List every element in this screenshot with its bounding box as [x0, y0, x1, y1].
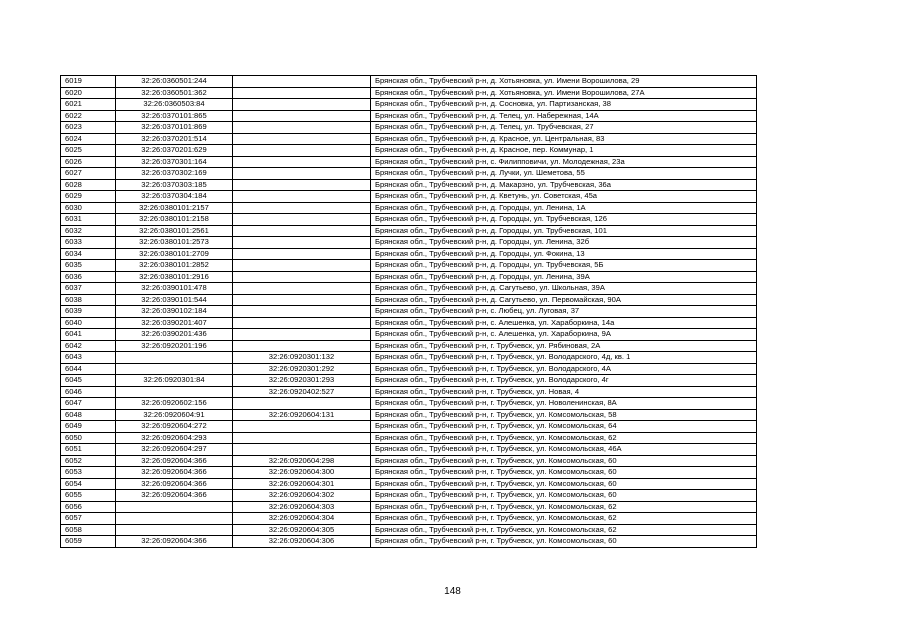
row-number-cell: 6058: [61, 524, 116, 536]
row-number-cell: 6020: [61, 87, 116, 99]
row-number-cell: 6055: [61, 490, 116, 502]
row-number-cell: 6022: [61, 110, 116, 122]
address-cell: Брянская обл., Трубчевский р-н, д. Красное, пер. Коммунар, 1: [371, 145, 757, 157]
row-number-cell: 6028: [61, 179, 116, 191]
address-cell: Брянская обл., Трубчевский р-н, д. Телец, ул. Трубчевская, 27: [371, 122, 757, 134]
row-number-cell: 6021: [61, 99, 116, 111]
land-cadastral-number-cell: 32:26:0920301:84: [116, 375, 233, 387]
building-cadastral-number-cell: [233, 444, 371, 456]
land-cadastral-number-cell: [116, 501, 233, 513]
address-cell: Брянская обл., Трубчевский р-н, г. Трубчевск, ул. Комсомольская, 60: [371, 536, 757, 548]
registry-table-body: [61, 76, 757, 548]
land-cadastral-number-cell: 32:26:0920201:196: [116, 340, 233, 352]
land-cadastral-number-cell: 32:26:0920604:366: [116, 536, 233, 548]
row-number-cell: 6051: [61, 444, 116, 456]
address-cell: Брянская обл., Трубчевский р-н, д. Сагутьево, ул. Школьная, 39А: [371, 283, 757, 295]
building-cadastral-number-cell: 32:26:0920604:302: [233, 490, 371, 502]
building-cadastral-number-cell: 32:26:0920604:305: [233, 524, 371, 536]
table-row: [61, 478, 757, 490]
building-cadastral-number-cell: [233, 179, 371, 191]
building-cadastral-number-cell: 32:26:0920301:293: [233, 375, 371, 387]
land-cadastral-number-cell: 32:26:0370302:169: [116, 168, 233, 180]
building-cadastral-number-cell: [233, 133, 371, 145]
row-number-cell: 6034: [61, 248, 116, 260]
land-cadastral-number-cell: 32:26:0390201:407: [116, 317, 233, 329]
table-row: [61, 340, 757, 352]
table-row: [61, 202, 757, 214]
row-number-cell: 6029: [61, 191, 116, 203]
registry-table: [60, 75, 757, 548]
land-cadastral-number-cell: 32:26:0920604:366: [116, 490, 233, 502]
building-cadastral-number-cell: [233, 237, 371, 249]
address-cell: Брянская обл., Трубчевский р-н, д. Городцы, ул. Трубчевская, 101: [371, 225, 757, 237]
row-number-cell: 6054: [61, 478, 116, 490]
address-cell: Брянская обл., Трубчевский р-н, г. Трубчевск, ул. Рябиновая, 2А: [371, 340, 757, 352]
row-number-cell: 6038: [61, 294, 116, 306]
table-row: [61, 421, 757, 433]
table-row: [61, 444, 757, 456]
land-cadastral-number-cell: 32:26:0380101:2158: [116, 214, 233, 226]
land-cadastral-number-cell: 32:26:0380101:2852: [116, 260, 233, 272]
address-cell: Брянская обл., Трубчевский р-н, г. Трубчевск, ул. Комсомольская, 62: [371, 501, 757, 513]
land-cadastral-number-cell: 32:26:0360501:244: [116, 76, 233, 88]
building-cadastral-number-cell: 32:26:0920604:300: [233, 467, 371, 479]
building-cadastral-number-cell: [233, 99, 371, 111]
address-cell: Брянская обл., Трубчевский р-н, г. Трубчевск, ул. Комсомольская, 46А: [371, 444, 757, 456]
table-row: [61, 110, 757, 122]
table-row: [61, 99, 757, 111]
row-number-cell: 6042: [61, 340, 116, 352]
row-number-cell: 6059: [61, 536, 116, 548]
building-cadastral-number-cell: [233, 260, 371, 272]
address-cell: Брянская обл., Трубчевский р-н, д. Городцы, ул. Трубчевская, 126: [371, 214, 757, 226]
land-cadastral-number-cell: 32:26:0390201:436: [116, 329, 233, 341]
row-number-cell: 6031: [61, 214, 116, 226]
building-cadastral-number-cell: [233, 340, 371, 352]
building-cadastral-number-cell: [233, 122, 371, 134]
address-cell: Брянская обл., Трубчевский р-н, д. Городцы, ул. Ленина, 1А: [371, 202, 757, 214]
building-cadastral-number-cell: 32:26:0920604:304: [233, 513, 371, 525]
address-cell: Брянская обл., Трубчевский р-н, г. Трубчевск, ул. Комсомольская, 62: [371, 513, 757, 525]
land-cadastral-number-cell: 32:26:0370101:865: [116, 110, 233, 122]
building-cadastral-number-cell: [233, 294, 371, 306]
row-number-cell: 6039: [61, 306, 116, 318]
table-row: [61, 145, 757, 157]
address-cell: Брянская обл., Трубчевский р-н, д. Сагутьево, ул. Первомайская, 90А: [371, 294, 757, 306]
land-cadastral-number-cell: 32:26:0370201:629: [116, 145, 233, 157]
row-number-cell: 6030: [61, 202, 116, 214]
building-cadastral-number-cell: [233, 110, 371, 122]
table-row: [61, 375, 757, 387]
building-cadastral-number-cell: 32:26:0920301:292: [233, 363, 371, 375]
address-cell: Брянская обл., Трубчевский р-н, д. Красное, ул. Центральная, 83: [371, 133, 757, 145]
building-cadastral-number-cell: [233, 87, 371, 99]
land-cadastral-number-cell: 32:26:0920604:91: [116, 409, 233, 421]
land-cadastral-number-cell: 32:26:0920604:366: [116, 467, 233, 479]
land-cadastral-number-cell: 32:26:0390101:478: [116, 283, 233, 295]
building-cadastral-number-cell: [233, 421, 371, 433]
table-row: [61, 237, 757, 249]
building-cadastral-number-cell: [233, 271, 371, 283]
building-cadastral-number-cell: 32:26:0920604:306: [233, 536, 371, 548]
address-cell: Брянская обл., Трубчевский р-н, д. Макарзно, ул. Трубчевская, 36а: [371, 179, 757, 191]
table-row: [61, 501, 757, 513]
building-cadastral-number-cell: [233, 168, 371, 180]
address-cell: Брянская обл., Трубчевский р-н, д. Городцы, ул. Ленина, 39А: [371, 271, 757, 283]
building-cadastral-number-cell: [233, 202, 371, 214]
land-cadastral-number-cell: 32:26:0370101:869: [116, 122, 233, 134]
table-row: [61, 294, 757, 306]
land-cadastral-number-cell: 32:26:0380101:2916: [116, 271, 233, 283]
building-cadastral-number-cell: [233, 145, 371, 157]
land-cadastral-number-cell: 32:26:0920604:366: [116, 455, 233, 467]
row-number-cell: 6052: [61, 455, 116, 467]
building-cadastral-number-cell: [233, 76, 371, 88]
building-cadastral-number-cell: [233, 248, 371, 260]
building-cadastral-number-cell: [233, 432, 371, 444]
table-row: [61, 386, 757, 398]
table-row: [61, 409, 757, 421]
address-cell: Брянская обл., Трубчевский р-н, д. Лучки, ул. Шеметова, 55: [371, 168, 757, 180]
address-cell: Брянская обл., Трубчевский р-н, г. Трубчевск, ул. Комсомольская, 62: [371, 432, 757, 444]
land-cadastral-number-cell: 32:26:0360503:84: [116, 99, 233, 111]
address-cell: Брянская обл., Трубчевский р-н, д. Городцы, ул. Ленина, 32б: [371, 237, 757, 249]
land-cadastral-number-cell: 32:26:0370304:184: [116, 191, 233, 203]
row-number-cell: 6047: [61, 398, 116, 410]
building-cadastral-number-cell: 32:26:0920402:527: [233, 386, 371, 398]
row-number-cell: 6048: [61, 409, 116, 421]
land-cadastral-number-cell: [116, 352, 233, 364]
table-row: [61, 133, 757, 145]
table-row: [61, 260, 757, 272]
address-cell: Брянская обл., Трубчевский р-н, д. Сосновка, ул. Партизанская, 38: [371, 99, 757, 111]
table-row: [61, 329, 757, 341]
address-cell: Брянская обл., Трубчевский р-н, с. Филипповичи, ул. Молодежная, 23а: [371, 156, 757, 168]
address-cell: Брянская обл., Трубчевский р-н, г. Трубчевск, ул. Комсомольская, 58: [371, 409, 757, 421]
row-number-cell: 6049: [61, 421, 116, 433]
table-row: [61, 490, 757, 502]
table-row: [61, 225, 757, 237]
address-cell: Брянская обл., Трубчевский р-н, г. Трубчевск, ул. Комсомольская, 64: [371, 421, 757, 433]
address-cell: Брянская обл., Трубчевский р-н, г. Трубчевск, ул. Володарского, 4г: [371, 375, 757, 387]
land-cadastral-number-cell: 32:26:0370201:514: [116, 133, 233, 145]
row-number-cell: 6044: [61, 363, 116, 375]
land-cadastral-number-cell: 32:26:0380101:2573: [116, 237, 233, 249]
table-row: [61, 168, 757, 180]
land-cadastral-number-cell: [116, 513, 233, 525]
row-number-cell: 6024: [61, 133, 116, 145]
table-row: [61, 87, 757, 99]
table-row: [61, 317, 757, 329]
land-cadastral-number-cell: 32:26:0360501:362: [116, 87, 233, 99]
address-cell: Брянская обл., Трубчевский р-н, г. Трубчевск, ул. Комсомольская, 60: [371, 478, 757, 490]
table-row: [61, 248, 757, 260]
address-cell: Брянская обл., Трубчевский р-н, г. Трубчевск, ул. Комсомольская, 60: [371, 490, 757, 502]
address-cell: Брянская обл., Трубчевский р-н, г. Трубчевск, ул. Володарского, 4д, кв. 1: [371, 352, 757, 364]
building-cadastral-number-cell: [233, 306, 371, 318]
building-cadastral-number-cell: [233, 225, 371, 237]
row-number-cell: 6019: [61, 76, 116, 88]
building-cadastral-number-cell: [233, 329, 371, 341]
building-cadastral-number-cell: [233, 156, 371, 168]
row-number-cell: 6043: [61, 352, 116, 364]
row-number-cell: 6026: [61, 156, 116, 168]
building-cadastral-number-cell: [233, 283, 371, 295]
row-number-cell: 6040: [61, 317, 116, 329]
address-cell: Брянская обл., Трубчевский р-н, г. Трубчевск, ул. Комсомольская, 60: [371, 467, 757, 479]
land-cadastral-number-cell: 32:26:0380101:2157: [116, 202, 233, 214]
table-row: [61, 179, 757, 191]
row-number-cell: 6027: [61, 168, 116, 180]
address-cell: Брянская обл., Трубчевский р-н, г. Трубчевск, ул. Новоленинская, 8А: [371, 398, 757, 410]
table-row: [61, 524, 757, 536]
table-row: [61, 156, 757, 168]
land-cadastral-number-cell: [116, 524, 233, 536]
address-cell: Брянская обл., Трубчевский р-н, д. Хотьяновка, ул. Имени Ворошилова, 27А: [371, 87, 757, 99]
row-number-cell: 6033: [61, 237, 116, 249]
land-cadastral-number-cell: 32:26:0920604:293: [116, 432, 233, 444]
building-cadastral-number-cell: 32:26:0920604:303: [233, 501, 371, 513]
table-row: [61, 455, 757, 467]
row-number-cell: 6023: [61, 122, 116, 134]
building-cadastral-number-cell: [233, 317, 371, 329]
address-cell: Брянская обл., Трубчевский р-н, г. Трубчевск, ул. Комсомольская, 62: [371, 524, 757, 536]
table-row: [61, 398, 757, 410]
row-number-cell: 6032: [61, 225, 116, 237]
row-number-cell: 6057: [61, 513, 116, 525]
row-number-cell: 6037: [61, 283, 116, 295]
row-number-cell: 6046: [61, 386, 116, 398]
table-row: [61, 191, 757, 203]
building-cadastral-number-cell: [233, 398, 371, 410]
land-cadastral-number-cell: 32:26:0370303:185: [116, 179, 233, 191]
address-cell: Брянская обл., Трубчевский р-н, д. Городцы, ул. Трубчевская, 5Б: [371, 260, 757, 272]
row-number-cell: 6036: [61, 271, 116, 283]
land-cadastral-number-cell: 32:26:0920604:366: [116, 478, 233, 490]
land-cadastral-number-cell: 32:26:0920604:297: [116, 444, 233, 456]
table-row: [61, 283, 757, 295]
land-cadastral-number-cell: 32:26:0390102:184: [116, 306, 233, 318]
land-cadastral-number-cell: 32:26:0380101:2561: [116, 225, 233, 237]
land-cadastral-number-cell: 32:26:0920604:272: [116, 421, 233, 433]
land-cadastral-number-cell: 32:26:0380101:2709: [116, 248, 233, 260]
page-number: 148: [444, 586, 461, 597]
land-cadastral-number-cell: 32:26:0370301:164: [116, 156, 233, 168]
land-cadastral-number-cell: 32:26:0390101:544: [116, 294, 233, 306]
table-row: [61, 352, 757, 364]
table-row: [61, 271, 757, 283]
address-cell: Брянская обл., Трубчевский р-н, г. Трубчевск, ул. Комсомольская, 60: [371, 455, 757, 467]
table-row: [61, 122, 757, 134]
building-cadastral-number-cell: 32:26:0920604:301: [233, 478, 371, 490]
building-cadastral-number-cell: [233, 191, 371, 203]
row-number-cell: 6053: [61, 467, 116, 479]
table-row: [61, 76, 757, 88]
address-cell: Брянская обл., Трубчевский р-н, г. Трубчевск, ул. Новая, 4: [371, 386, 757, 398]
address-cell: Брянская обл., Трубчевский р-н, д. Городцы, ул. Фокина, 13: [371, 248, 757, 260]
table-row: [61, 363, 757, 375]
land-cadastral-number-cell: 32:26:0920602:156: [116, 398, 233, 410]
building-cadastral-number-cell: 32:26:0920604:298: [233, 455, 371, 467]
building-cadastral-number-cell: 32:26:0920604:131: [233, 409, 371, 421]
table-row: [61, 214, 757, 226]
address-cell: Брянская обл., Трубчевский р-н, с. Алешенка, ул. Хараборкина, 14а: [371, 317, 757, 329]
row-number-cell: 6041: [61, 329, 116, 341]
table-row: [61, 536, 757, 548]
row-number-cell: 6035: [61, 260, 116, 272]
address-cell: Брянская обл., Трубчевский р-н, с. Алешенка, ул. Хараборкина, 9А: [371, 329, 757, 341]
address-cell: Брянская обл., Трубчевский р-н, с. Любец, ул. Луговая, 37: [371, 306, 757, 318]
table-row: [61, 306, 757, 318]
row-number-cell: 6056: [61, 501, 116, 513]
row-number-cell: 6025: [61, 145, 116, 157]
row-number-cell: 6045: [61, 375, 116, 387]
table-row: [61, 432, 757, 444]
land-cadastral-number-cell: [116, 386, 233, 398]
address-cell: Брянская обл., Трубчевский р-н, г. Трубчевск, ул. Володарского, 4А: [371, 363, 757, 375]
land-cadastral-number-cell: [116, 363, 233, 375]
building-cadastral-number-cell: 32:26:0920301:132: [233, 352, 371, 364]
address-cell: Брянская обл., Трубчевский р-н, д. Хотьяновка, ул. Имени Ворошилова, 29: [371, 76, 757, 88]
building-cadastral-number-cell: [233, 214, 371, 226]
address-cell: Брянская обл., Трубчевский р-н, д. Телец, ул. Набережная, 14А: [371, 110, 757, 122]
address-cell: Брянская обл., Трубчевский р-н, д. Кветунь, ул. Советская, 45а: [371, 191, 757, 203]
table-row: [61, 467, 757, 479]
table-row: [61, 513, 757, 525]
row-number-cell: 6050: [61, 432, 116, 444]
